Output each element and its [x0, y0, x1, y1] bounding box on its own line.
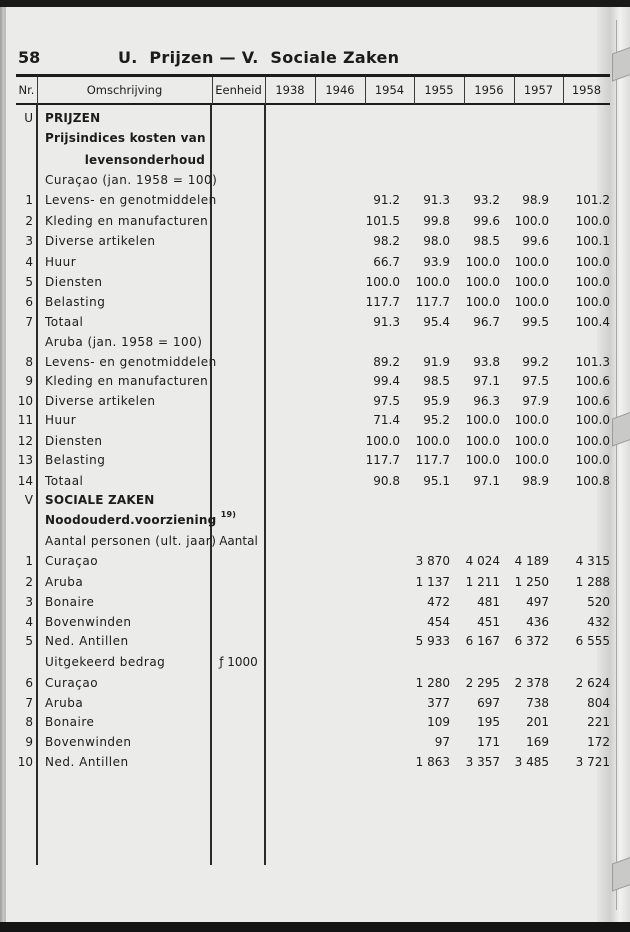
- row-number: 3: [25, 595, 33, 609]
- row-description: [45, 712, 94, 732]
- row-number: 12: [17, 434, 33, 448]
- value-cell-1958: 3 721: [575, 755, 610, 769]
- value-cell-1958: 100.0: [575, 434, 610, 448]
- value-cell-1957: 100.0: [514, 295, 549, 309]
- row-description-text: Belasting: [45, 453, 106, 467]
- table-row: [0, 572, 630, 592]
- header-omschrijving: Omschrijving: [86, 83, 163, 97]
- row-description-text: Bovenwinden: [45, 615, 132, 629]
- row-number: 5: [25, 634, 33, 648]
- row-description: [45, 190, 217, 210]
- table-row: [0, 272, 630, 292]
- table-row: [0, 490, 630, 510]
- value-cell-1954: 100.0: [365, 275, 400, 289]
- value-cell-1955: 97: [434, 735, 450, 749]
- row-description-text: Diverse artikelen: [45, 234, 156, 248]
- value-cell-1956: 3 357: [465, 755, 500, 769]
- value-cell-1956: 96.3: [473, 394, 500, 408]
- value-cell-1957: 100.0: [514, 255, 549, 269]
- value-cell-1957: 4 189: [514, 554, 549, 568]
- row-description: [45, 490, 155, 510]
- value-cell-1958: 100.6: [575, 374, 610, 388]
- row-description-text: Levens- en genotmiddelen: [45, 193, 217, 207]
- row-description: [45, 332, 202, 352]
- value-cell-1956: 100.0: [465, 275, 500, 289]
- value-cell-1958: 100.0: [575, 214, 610, 228]
- value-cell-1956: 451: [477, 615, 500, 629]
- value-cell-1954: 91.2: [373, 193, 400, 207]
- value-cell-1958: 101.3: [575, 355, 610, 369]
- value-cell-1956: 97.1: [473, 374, 500, 388]
- header-eenheid: Eenheid: [215, 83, 262, 97]
- row-description-text: Diverse artikelen: [45, 394, 156, 408]
- value-cell-1958: 100.0: [575, 453, 610, 467]
- value-cell-1958: 221: [587, 715, 610, 729]
- row-description-text: Diensten: [45, 434, 103, 448]
- page-title: U. Prijzen — V. Sociale Zaken: [118, 48, 400, 67]
- row-number: 1: [25, 193, 33, 207]
- row-number: 9: [25, 735, 33, 749]
- value-cell-1955: 377: [427, 696, 450, 710]
- value-cell-1956: 99.6: [473, 214, 500, 228]
- value-cell-1954: 99.4: [373, 374, 400, 388]
- row-description: [45, 510, 236, 530]
- value-cell-1954: 66.7: [373, 255, 400, 269]
- value-cell-1958: 100.0: [575, 275, 610, 289]
- scan-bottom-edge: [0, 922, 630, 932]
- value-cell-1957: 1 250: [514, 575, 549, 589]
- value-cell-1957: 97.5: [522, 374, 549, 388]
- row-description-text: Ned. Antillen: [45, 755, 129, 769]
- header-nr: Nr.: [18, 83, 35, 97]
- row-description: [45, 572, 83, 592]
- row-description: [45, 272, 103, 292]
- row-description-text: Aruba (jan. 1958 = 100): [45, 335, 203, 349]
- table-row: [0, 332, 630, 352]
- row-number: 13: [17, 453, 33, 467]
- value-cell-1958: 100.0: [575, 295, 610, 309]
- value-cell-1954: 117.7: [365, 453, 400, 467]
- row-description-text: Huur: [45, 413, 77, 427]
- footnote-marker: 19): [220, 510, 237, 519]
- row-description: [45, 652, 165, 672]
- page-header: [18, 48, 608, 72]
- row-number: 5: [25, 275, 33, 289]
- value-cell-1957: 2 378: [514, 676, 549, 690]
- value-cell-1955: 95.2: [423, 413, 450, 427]
- page-number: 58: [18, 48, 41, 67]
- table-row: [0, 673, 630, 693]
- row-description-text: SOCIALE ZAKEN: [45, 493, 155, 507]
- row-description: [45, 612, 132, 632]
- value-cell-1956: 100.0: [465, 295, 500, 309]
- row-unit: Aantal: [219, 534, 258, 548]
- table-row: [0, 252, 630, 272]
- value-cell-1955: 95.1: [423, 474, 450, 488]
- value-cell-1955: 1 863: [415, 755, 450, 769]
- row-description-text: Bonaire: [45, 715, 95, 729]
- table-row: [0, 410, 630, 430]
- row-number: 3: [25, 234, 33, 248]
- row-description-text: Noodouderd.voorziening: [45, 513, 217, 527]
- row-description-text: Aruba: [45, 575, 84, 589]
- value-cell-1956: 97.1: [473, 474, 500, 488]
- row-description: [45, 431, 103, 451]
- value-cell-1956: 93.8: [473, 355, 500, 369]
- value-cell-1954: 100.0: [365, 434, 400, 448]
- value-cell-1957: 97.9: [522, 394, 549, 408]
- row-number: 10: [17, 394, 33, 408]
- row-description: [45, 531, 216, 551]
- header-year-1955: 1955: [424, 83, 454, 97]
- table-row: [0, 551, 630, 571]
- row-description-text: Ned. Antillen: [45, 634, 129, 648]
- row-number: 8: [25, 355, 33, 369]
- value-cell-1956: 98.5: [473, 234, 500, 248]
- value-cell-1957: 99.6: [522, 234, 549, 248]
- header-year-1957: 1957: [523, 83, 554, 97]
- table-row: [0, 128, 630, 148]
- value-cell-1955: 91.9: [423, 355, 450, 369]
- row-number: 4: [25, 615, 33, 629]
- table-row: [0, 471, 630, 491]
- value-cell-1957: 497: [526, 595, 549, 609]
- value-cell-1954: 90.8: [373, 474, 400, 488]
- row-description: [45, 732, 132, 752]
- table-row: [0, 450, 630, 470]
- value-cell-1954: 117.7: [365, 295, 400, 309]
- row-description: [45, 252, 76, 272]
- table-row: [0, 170, 630, 190]
- value-cell-1955: 100.0: [415, 275, 450, 289]
- value-cell-1956: 481: [477, 595, 500, 609]
- value-cell-1957: 99.5: [522, 315, 549, 329]
- table-row: [0, 211, 630, 231]
- row-description-text: Curaçao: [45, 554, 99, 568]
- row-description-text: Bonaire: [45, 595, 95, 609]
- value-cell-1957: 169: [526, 735, 549, 749]
- value-cell-1958: 172: [587, 735, 610, 749]
- row-description-text: Kleding en manufacturen: [45, 214, 209, 228]
- value-cell-1954: 98.2: [373, 234, 400, 248]
- value-cell-1957: 100.0: [514, 453, 549, 467]
- row-number: 10: [17, 755, 33, 769]
- row-description: [45, 631, 129, 651]
- row-description-text: Diensten: [45, 275, 103, 289]
- value-cell-1955: 100.0: [415, 434, 450, 448]
- table-row: [0, 190, 630, 210]
- value-cell-1956: 1 211: [465, 575, 500, 589]
- row-description: [45, 170, 217, 190]
- row-description: [45, 108, 100, 128]
- row-description: [45, 551, 98, 571]
- row-description: [45, 410, 76, 430]
- value-cell-1955: 95.9: [423, 394, 450, 408]
- value-cell-1955: 454: [427, 615, 450, 629]
- value-cell-1956: 96.7: [473, 315, 500, 329]
- table-row: [0, 712, 630, 732]
- row-description-text: Aruba: [45, 696, 84, 710]
- value-cell-1957: 100.0: [514, 413, 549, 427]
- row-description-text: Curaçao (jan. 1958 = 100): [45, 173, 218, 187]
- row-number: V: [24, 493, 33, 507]
- value-cell-1954: 89.2: [373, 355, 400, 369]
- value-cell-1956: 100.0: [465, 434, 500, 448]
- value-cell-1955: 117.7: [415, 453, 450, 467]
- row-description: [45, 150, 205, 170]
- value-cell-1955: 1 137: [415, 575, 450, 589]
- value-cell-1957: 436: [526, 615, 549, 629]
- value-cell-1958: 2 624: [575, 676, 610, 690]
- value-cell-1955: 3 870: [415, 554, 450, 568]
- table-row: [0, 693, 630, 713]
- value-cell-1957: 98.9: [522, 474, 549, 488]
- header-year-1938: 1938: [275, 83, 305, 97]
- value-cell-1954: 97.5: [373, 394, 400, 408]
- row-description: [45, 391, 156, 411]
- value-cell-1956: 4 024: [465, 554, 500, 568]
- value-cell-1958: 6 555: [575, 634, 610, 648]
- value-cell-1956: 93.2: [473, 193, 500, 207]
- table-row: [0, 371, 630, 391]
- row-number: 1: [25, 554, 33, 568]
- row-description: [45, 371, 208, 391]
- row-number: 8: [25, 715, 33, 729]
- row-number: 6: [25, 295, 33, 309]
- value-cell-1957: 201: [526, 715, 549, 729]
- value-cell-1957: 100.0: [514, 434, 549, 448]
- value-cell-1958: 4 315: [575, 554, 610, 568]
- row-description-text: Huur: [45, 255, 77, 269]
- value-cell-1957: 100.0: [514, 275, 549, 289]
- table-row: [0, 652, 630, 672]
- value-cell-1955: 5 933: [415, 634, 450, 648]
- row-number: 9: [25, 374, 33, 388]
- value-cell-1956: 100.0: [465, 453, 500, 467]
- row-description-text: Kleding en manufacturen: [45, 374, 209, 388]
- value-cell-1956: 171: [477, 735, 500, 749]
- table-row: [0, 108, 630, 128]
- value-cell-1957: 3 485: [514, 755, 549, 769]
- row-description-text: Aantal personen (ult. jaar): [45, 534, 217, 548]
- row-description-text: Uitgekeerd bedrag: [45, 655, 166, 669]
- row-description-text: levensonderhoud: [84, 153, 205, 167]
- table-row: [0, 631, 630, 651]
- table-row: [0, 391, 630, 411]
- value-cell-1957: 6 372: [514, 634, 549, 648]
- value-cell-1954: 91.3: [373, 315, 400, 329]
- row-number: 4: [25, 255, 33, 269]
- value-cell-1958: 100.6: [575, 394, 610, 408]
- row-number: 2: [25, 575, 33, 589]
- table-row: [0, 732, 630, 752]
- value-cell-1955: 472: [427, 595, 450, 609]
- row-description-text: Bovenwinden: [45, 735, 132, 749]
- value-cell-1957: 100.0: [514, 214, 549, 228]
- table-row: [0, 752, 630, 772]
- row-description: [45, 592, 94, 612]
- value-cell-1957: 738: [526, 696, 549, 710]
- row-number: 7: [25, 696, 33, 710]
- value-cell-1955: 93.9: [423, 255, 450, 269]
- table-row: [0, 312, 630, 332]
- row-description-text: Totaal: [45, 474, 84, 488]
- row-number: U: [24, 111, 33, 125]
- value-cell-1956: 697: [477, 696, 500, 710]
- row-number: 2: [25, 214, 33, 228]
- header-year-1956: 1956: [474, 83, 504, 97]
- value-cell-1955: 99.8: [423, 214, 450, 228]
- value-cell-1958: 100.8: [575, 474, 610, 488]
- value-cell-1956: 100.0: [465, 413, 500, 427]
- value-cell-1955: 109: [427, 715, 450, 729]
- row-number: 7: [25, 315, 33, 329]
- row-description-text: Prijsindices kosten van: [45, 131, 206, 145]
- row-number: 6: [25, 676, 33, 690]
- value-cell-1955: 91.3: [423, 193, 450, 207]
- table-row: [0, 510, 630, 530]
- value-cell-1956: 100.0: [465, 255, 500, 269]
- table-row: [0, 352, 630, 372]
- value-cell-1958: 804: [587, 696, 610, 710]
- table-row: [0, 592, 630, 612]
- value-cell-1958: 100.4: [575, 315, 610, 329]
- value-cell-1958: 101.2: [575, 193, 610, 207]
- row-description: [45, 693, 83, 713]
- value-cell-1955: 117.7: [415, 295, 450, 309]
- table-row: [0, 431, 630, 451]
- header-year-1958: 1958: [571, 83, 602, 97]
- row-description: [45, 752, 129, 772]
- header-year-1946: 1946: [325, 83, 355, 97]
- row-description: [45, 231, 156, 251]
- value-cell-1954: 71.4: [373, 413, 400, 427]
- row-description: [45, 312, 83, 332]
- row-description: [45, 450, 105, 470]
- row-description: [45, 211, 208, 231]
- row-unit: ƒ 1000: [219, 655, 258, 669]
- row-description-text: Curaçao: [45, 676, 99, 690]
- value-cell-1958: 100.0: [575, 255, 610, 269]
- value-cell-1956: 6 167: [465, 634, 500, 648]
- value-cell-1957: 99.2: [522, 355, 549, 369]
- row-description-text: Totaal: [45, 315, 84, 329]
- row-description-text: Levens- en genotmiddelen: [45, 355, 217, 369]
- value-cell-1958: 432: [587, 615, 610, 629]
- row-description-text: PRIJZEN: [45, 111, 101, 125]
- row-number: 14: [17, 474, 33, 488]
- value-cell-1955: 98.0: [423, 234, 450, 248]
- value-cell-1955: 1 280: [415, 676, 450, 690]
- value-cell-1955: 95.4: [423, 315, 450, 329]
- row-number: 11: [17, 413, 33, 427]
- row-description: [45, 673, 98, 693]
- value-cell-1958: 100.1: [575, 234, 610, 248]
- row-description: [45, 352, 217, 372]
- row-description: [45, 471, 83, 491]
- row-description: [45, 128, 206, 148]
- header-year-1954: 1954: [374, 83, 405, 97]
- value-cell-1956: 2 295: [465, 676, 500, 690]
- table-row: [0, 231, 630, 251]
- value-cell-1957: 98.9: [522, 193, 549, 207]
- table-row: [0, 150, 630, 170]
- table-row: [0, 612, 630, 632]
- value-cell-1954: 101.5: [365, 214, 400, 228]
- row-description: [45, 292, 105, 312]
- value-cell-1956: 195: [477, 715, 500, 729]
- row-description-text: Belasting: [45, 295, 106, 309]
- table-row: [0, 531, 630, 551]
- value-cell-1958: 100.0: [575, 413, 610, 427]
- table-row: [0, 292, 630, 312]
- value-cell-1955: 98.5: [423, 374, 450, 388]
- value-cell-1958: 520: [587, 595, 610, 609]
- value-cell-1958: 1 288: [575, 575, 610, 589]
